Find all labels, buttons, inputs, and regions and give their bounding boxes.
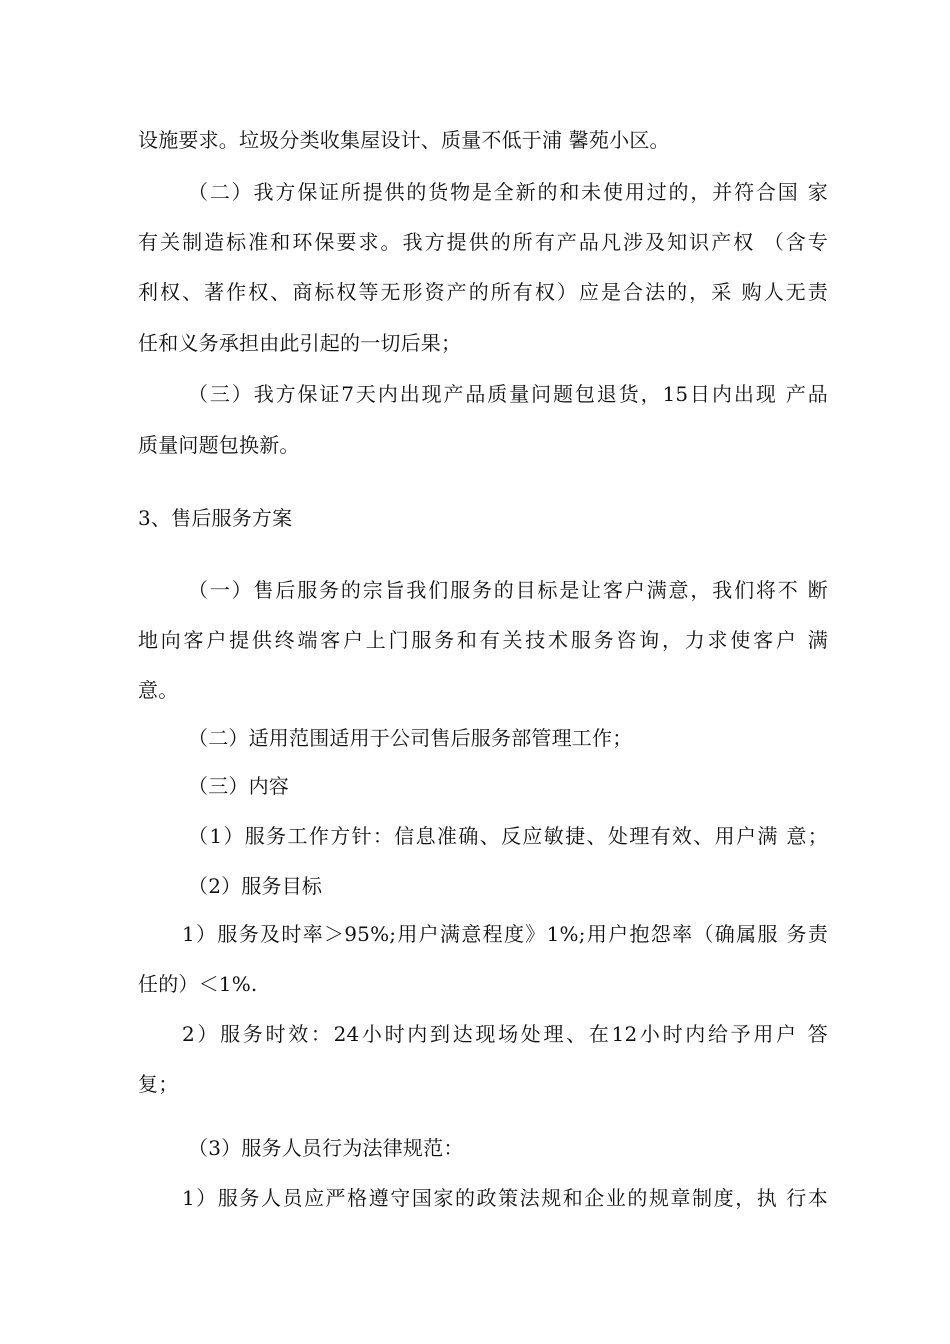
- text-line: 意。: [138, 678, 179, 702]
- text-line: 质量问题包换新。: [138, 433, 300, 457]
- text-line: （1）服务工作方针：信息准确、反应敏捷、处理有效、用户满 意；: [188, 824, 828, 848]
- text-line: （三）内容: [188, 774, 289, 798]
- text-line: 1）服务及时率＞95%;用户满意程度》1%;用户抱怨率（确属服 务责: [182, 922, 828, 946]
- text-line: （3）服务人员行为法律规范：: [188, 1136, 464, 1160]
- text-line: 1）服务人员应严格遵守国家的政策法规和企业的规章制度，执 行本: [182, 1186, 828, 1210]
- text-line: （2）服务目标: [188, 874, 323, 898]
- text-line: （二）我方保证所提供的货物是全新的和未使用过的，并符合国 家: [188, 180, 828, 204]
- text-line: （二）适用范围适用于公司售后服务部管理工作；: [188, 726, 633, 750]
- text-line: （一）售后服务的宗旨我们服务的目标是让客户满意，我们将不 断: [188, 578, 828, 602]
- text-line: 有关制造标准和环保要求。我方提供的所有产品凡涉及知识产权 （含专: [138, 230, 828, 254]
- text-line: 地向客户提供终端客户上门服务和有关技术服务咨询，力求使客户 满: [138, 628, 828, 652]
- text-line: 复；: [138, 1072, 179, 1096]
- text-line: 2）服务时效：24小时内到达现场处理、在12小时内给予用户 答: [182, 1022, 828, 1046]
- text-line: 任和义务承担由此引起的一切后果；: [138, 331, 462, 355]
- text-line: 任的）＜1%.: [138, 972, 258, 996]
- text-line: （三）我方保证7天内出现产品质量问题包退货，15日内出现 产品: [188, 382, 828, 406]
- text-line: 利权、著作权、商标权等无形资产的所有权）应是合法的，采 购人无责: [138, 280, 828, 304]
- section-heading: 3、售后服务方案: [138, 506, 293, 530]
- text-line: 设施要求。垃圾分类收集屋设计、质量不低于浦 馨苑小区。: [138, 128, 670, 152]
